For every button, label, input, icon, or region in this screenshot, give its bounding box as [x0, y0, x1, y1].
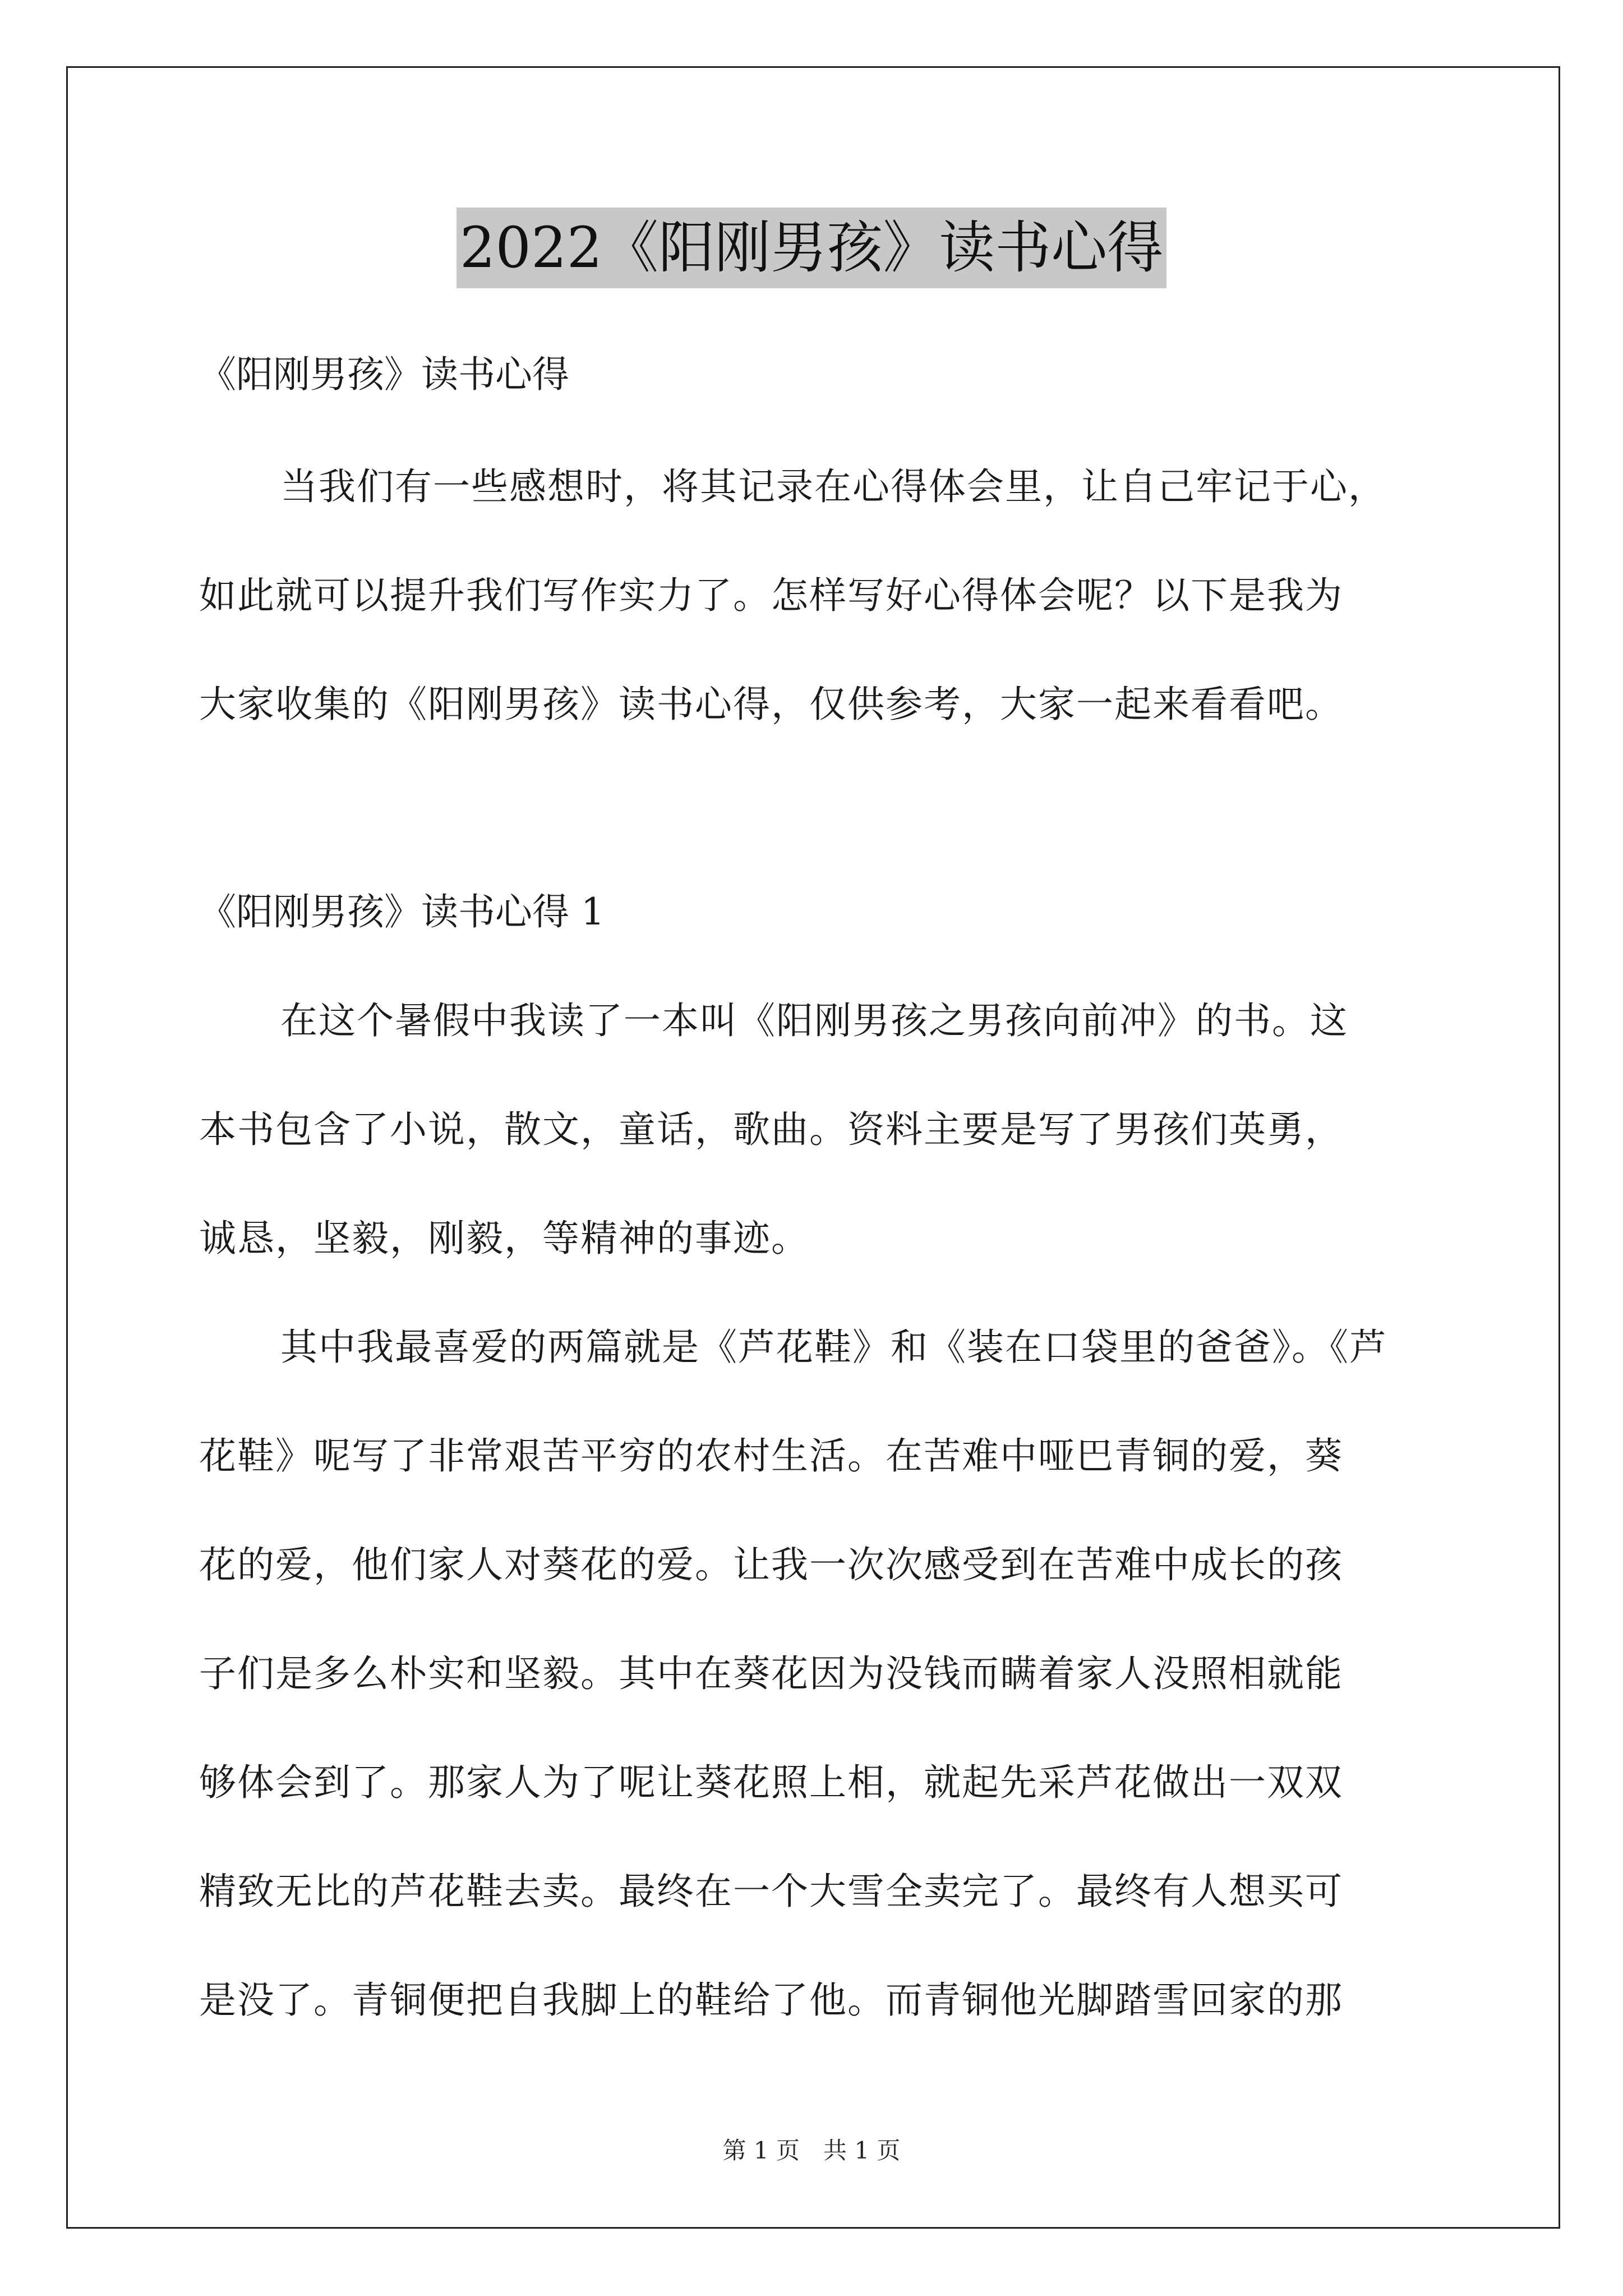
- paragraph2-line-3: 花的爱，他们家人对葵花的爱。让我一次次感受到在苦难中成长的孩: [199, 1543, 1343, 1586]
- document-subtitle: 《阳刚男孩》读书心得: [199, 353, 569, 396]
- paragraph2-line-2: 花鞋》呢写了非常艰苦平穷的农村生活。在苦难中哑巴青铜的爱，葵: [199, 1434, 1343, 1478]
- intro-line-1: 当我们有一些感想时，将其记录在心得体会里，让自己牢记于心，: [280, 465, 1386, 508]
- paragraph1-line-3: 诚恳，坚毅，刚毅，等精神的事迹。: [199, 1217, 809, 1260]
- paragraph2-line-7: 是没了。青铜便把自我脚上的鞋给了他。而青铜他光脚踏雪回家的那: [199, 1978, 1343, 2022]
- intro-line-3: 大家收集的《阳刚男孩》读书心得，仅供参考，大家一起来看看吧。: [199, 683, 1343, 726]
- document-title-text: 2022《阳刚男孩》读书心得: [457, 208, 1167, 288]
- paragraph1-line-2: 本书包含了小说，散文，童话，歌曲。资料主要是写了男孩们英勇，: [199, 1108, 1343, 1151]
- intro-line-2: 如此就可以提升我们写作实力了。怎样写好心得体会呢？以下是我为: [199, 574, 1343, 617]
- page-footer: 第 1 页 共 1 页: [722, 2137, 901, 2164]
- paragraph2-line-5: 够体会到了。那家人为了呢让葵花照上相，就起先采芦花做出一双双: [199, 1761, 1343, 1804]
- section-heading: 《阳刚男孩》读书心得 1: [199, 890, 605, 933]
- document-title: [0, 208, 1623, 288]
- paragraph2-line-6: 精致无比的芦花鞋去卖。最终在一个大雪全卖完了。最终有人想买可: [199, 1870, 1343, 1913]
- paragraph1-line-1: 在这个暑假中我读了一本叫《阳刚男孩之男孩向前冲》的书。这: [280, 999, 1348, 1042]
- paragraph2-line-1: 其中我最喜爱的两篇就是《芦花鞋》和《装在口袋里的爸爸》。《芦: [280, 1326, 1387, 1369]
- paragraph2-line-4: 子们是多么朴实和坚毅。其中在葵花因为没钱而瞒着家人没照相就能: [199, 1652, 1343, 1695]
